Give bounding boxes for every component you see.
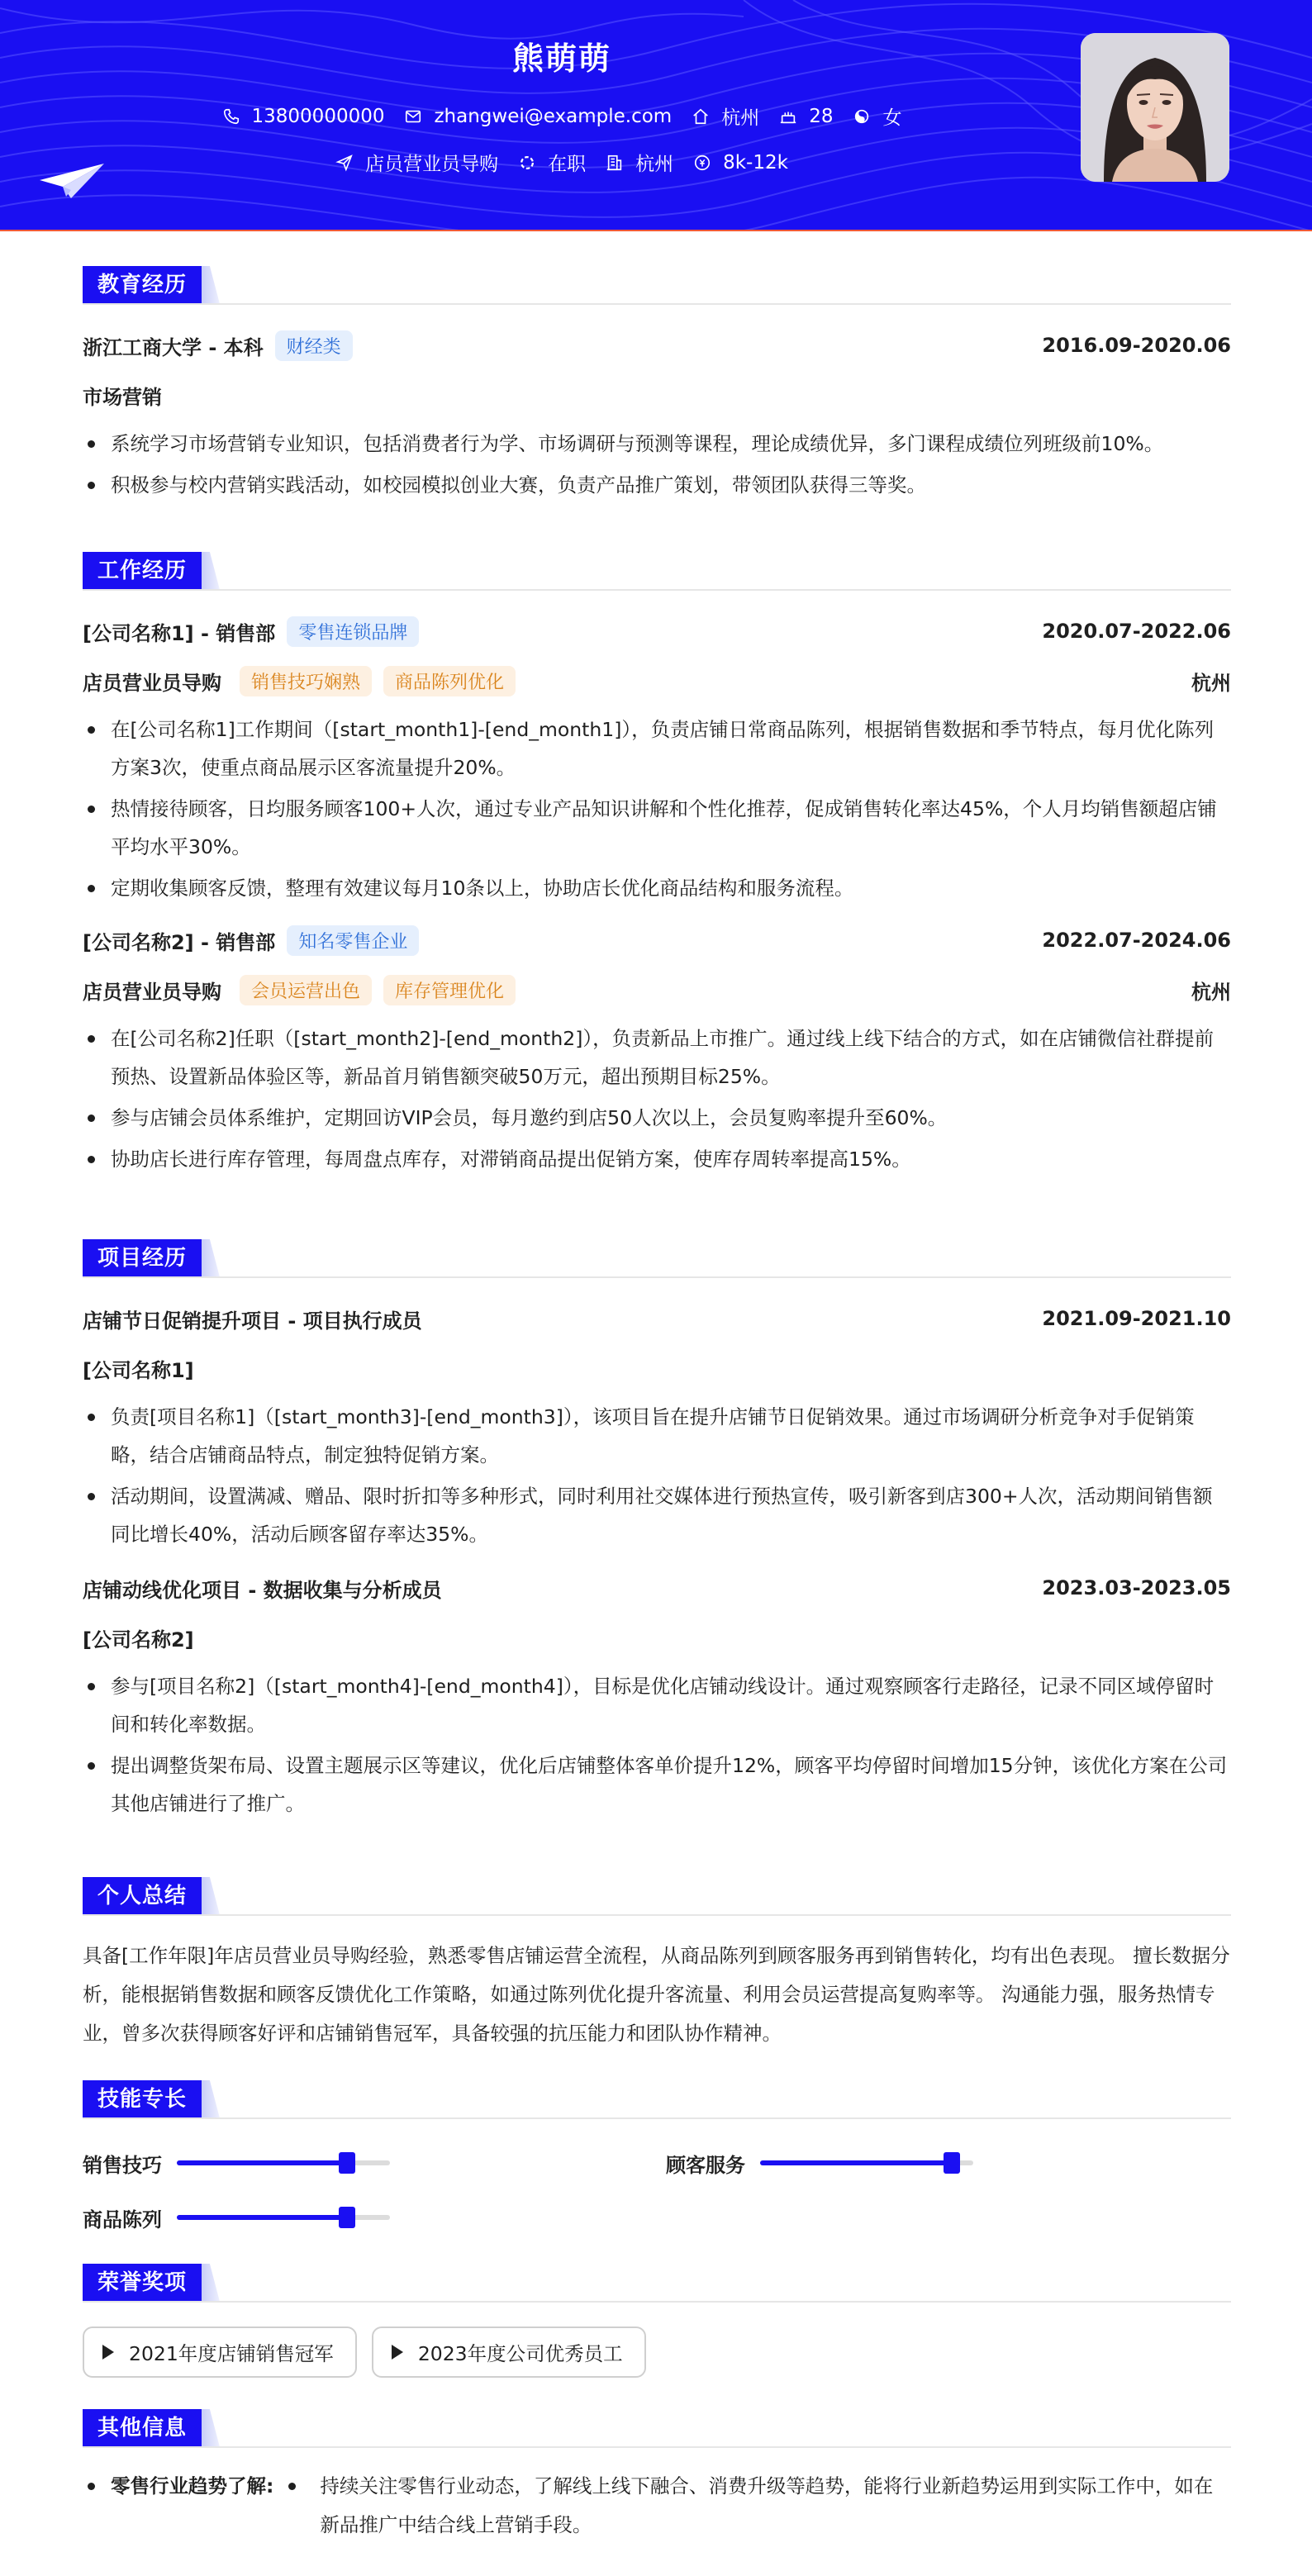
send-icon xyxy=(335,154,354,172)
skill-item xyxy=(83,2201,390,2234)
salary-value: 8k-12k xyxy=(723,151,788,173)
email-item xyxy=(404,106,672,127)
awards-title xyxy=(83,2264,1231,2302)
project-name: 店铺节日促销提升项目 - 项目执行成员 xyxy=(83,1309,422,1333)
avatar xyxy=(1081,33,1229,182)
skills-title xyxy=(83,2080,1231,2118)
status-icon xyxy=(518,154,536,172)
job-2-role xyxy=(83,965,1231,1015)
project-name: 店铺动线优化项目 - 数据收集与分析成员 xyxy=(83,1578,442,1602)
job-intent-row xyxy=(0,149,1124,176)
projects-title xyxy=(83,1239,1231,1277)
resume-header xyxy=(0,0,1312,231)
list-item: 负责[项目名称1]（[start_month3]-[end_month3]），该项目旨在提升店铺节日促销效果。通过市场调研分析竞争对手促销策略，结合店铺商品特点，制定独特促销方案。 xyxy=(83,1398,1231,1474)
summary-section xyxy=(83,1877,1231,2053)
status-item xyxy=(518,149,586,176)
candidate-name: 熊萌萌 xyxy=(511,40,611,77)
job-city: 杭州 xyxy=(1191,671,1231,695)
home-icon xyxy=(692,107,710,126)
divider xyxy=(83,1914,1231,1916)
work-title-label: 工作经历 xyxy=(83,552,202,590)
skill-tag: 销售技巧娴熟 xyxy=(240,666,372,696)
projects-title-label: 项目经历 xyxy=(83,1239,202,1277)
awards-section xyxy=(83,2264,1231,2378)
list-item: 系统学习市场营销专业知识，包括消费者行为学、市场调研与预测等课程，理论成绩优异，多门课程成绩位列班级前10%。 xyxy=(83,425,1231,463)
job-company: [公司名称2] - 销售部 xyxy=(83,930,276,954)
job-2-header xyxy=(83,915,1231,965)
other-label: 零售行业趋势了解: xyxy=(83,2467,273,2545)
education-date: 2016.09-2020.06 xyxy=(1042,334,1231,357)
skill-label: 顾客服务 xyxy=(666,2153,745,2177)
school-name: 浙江工商大学 - 本科 xyxy=(83,335,264,359)
education-bullets xyxy=(83,425,1231,504)
education-title-label: 教育经历 xyxy=(83,266,202,304)
education-title xyxy=(83,266,1231,304)
job-item xyxy=(335,149,498,176)
list-item: 积极参与校内营销实践活动，如校园模拟创业大赛，负责产品推广策划，带领团队获得三等奖。 xyxy=(83,466,1231,504)
major-name: 市场营销 xyxy=(83,385,162,409)
job-1-header xyxy=(83,606,1231,656)
skills-section xyxy=(83,2080,1231,2234)
skill-track xyxy=(177,2215,390,2220)
skill-track xyxy=(760,2160,973,2165)
skills-title-label: 技能专长 xyxy=(83,2080,202,2118)
work-title xyxy=(83,552,1231,590)
skill-label: 商品陈列 xyxy=(83,2208,162,2231)
paper-plane-icon xyxy=(38,162,106,200)
mail-icon xyxy=(404,107,422,126)
skill-knob xyxy=(944,2152,960,2174)
project-2-header xyxy=(83,1563,1231,1613)
job-1-role xyxy=(83,656,1231,706)
list-item: 协助店长进行库存管理，每周盘点库存，对滞销商品提出促销方案，使库存周转率提高15%。 xyxy=(83,1140,1231,1178)
status-value: 在职 xyxy=(548,154,587,175)
divider xyxy=(83,303,1231,305)
building-icon xyxy=(606,154,624,172)
awards-title-label: 荣誉奖项 xyxy=(83,2264,202,2302)
project-company: [公司名称2] xyxy=(83,1628,194,1652)
award-item xyxy=(83,2326,357,2378)
list-item: 参与店铺会员体系维护，定期回访VIP会员，每月邀约到店50人次以上，会员复购率提升至60%。 xyxy=(83,1099,1231,1137)
company-tag: 知名零售企业 xyxy=(287,925,419,956)
project-company: [公司名称1] xyxy=(83,1358,194,1382)
work-section xyxy=(83,552,1231,1178)
gender-item xyxy=(853,102,901,130)
summary-title-label: 个人总结 xyxy=(83,1877,202,1915)
age-value: 28 xyxy=(809,105,834,127)
list-item: 在[公司名称1]工作期间（[start_month1]-[end_month1]），负责店铺日常商品陈列，根据销售数据和季节特点，每月优化陈列方案3次，使重点商品展示区客流量提升20%。 xyxy=(83,711,1231,787)
job-role: 店员营业员导购 xyxy=(83,671,221,695)
skill-tag: 会员运营出色 xyxy=(240,975,372,1005)
award-item xyxy=(372,2326,646,2378)
major-row xyxy=(83,370,1231,420)
job-city: 杭州 xyxy=(1191,980,1231,1004)
other-section xyxy=(83,2409,1231,2545)
salary-item xyxy=(693,152,788,173)
project-1-bullets xyxy=(83,1398,1231,1553)
skill-tag: 库存管理优化 xyxy=(383,975,516,1005)
phone-icon xyxy=(222,107,240,126)
skill-track xyxy=(177,2160,390,2165)
job-1-bullets xyxy=(83,711,1231,907)
other-text: 持续关注零售行业动态，了解线上线下融合、消费升级等趋势，能将行业新趋势运用到实际工作中，如在新品推广中结合线上营销手段。 xyxy=(283,2467,1231,2545)
projects-section xyxy=(83,1239,1231,1823)
other-title xyxy=(83,2409,1231,2447)
other-title-label: 其他信息 xyxy=(83,2409,202,2447)
education-row xyxy=(83,321,1231,370)
list-item: 活动期间，设置满减、赠品、限时折扣等多种形式，同时利用社交媒体进行预热宣传，吸引新客到店300+人次，活动期间销售额同比增长40%，活动后顾客留存率达35%。 xyxy=(83,1477,1231,1553)
other-item xyxy=(83,2467,1231,2545)
project-date: 2023.03-2023.05 xyxy=(1042,1576,1231,1599)
project-2-company xyxy=(83,1613,1231,1662)
award-label: 2021年度店铺销售冠军 xyxy=(129,2342,334,2365)
skill-knob xyxy=(339,2207,355,2228)
coin-icon xyxy=(693,154,711,172)
job-company: [公司名称1] - 销售部 xyxy=(83,621,276,645)
summary-title xyxy=(83,1877,1231,1915)
job-date: 2022.07-2024.06 xyxy=(1042,929,1231,952)
skill-fill xyxy=(760,2160,952,2165)
job-date: 2020.07-2022.06 xyxy=(1042,620,1231,643)
phone-value: 13800000000 xyxy=(251,105,385,127)
cake-icon xyxy=(779,107,797,126)
project-2-bullets xyxy=(83,1667,1231,1823)
work-city-item xyxy=(606,149,673,176)
gender-icon xyxy=(853,107,871,126)
list-item: 提出调整货架布局、设置主题展示区等建议，优化后店铺整体客单价提升12%，顾客平均停留时间增加15分钟，该优化方案在公司其他店铺进行了推广。 xyxy=(83,1747,1231,1823)
awards-list xyxy=(83,2326,1231,2378)
skill-tag: 商品陈列优化 xyxy=(383,666,516,696)
header-accent-stripe xyxy=(0,230,1312,231)
school-tag: 财经类 xyxy=(275,330,353,361)
job-value: 店员营业员导购 xyxy=(365,154,499,175)
divider xyxy=(83,2446,1231,2448)
contact-row xyxy=(0,102,1124,130)
skill-item xyxy=(666,2146,973,2179)
home-city-item xyxy=(692,102,759,130)
age-item xyxy=(779,106,833,127)
job-2-bullets xyxy=(83,1019,1231,1178)
skill-item xyxy=(83,2146,390,2179)
skill-bars xyxy=(83,2118,1231,2234)
project-1-company xyxy=(83,1343,1231,1393)
skill-fill xyxy=(177,2160,347,2165)
play-icon xyxy=(102,2345,114,2360)
list-item: 在[公司名称2]任职（[start_month2]-[end_month2]），负责新品上市推广。通过线上线下结合的方式，如在店铺微信社群提前预热、设置新品体验区等，新品首月销售额突破50万元，超出预期目标25%。 xyxy=(83,1019,1231,1096)
summary-text: 具备[工作年限]年店员营业员导购经验，熟悉零售店铺运营全流程，从商品陈列到顾客服务再到销售转化，均有出色表现。 擅长数据分析，能根据销售数据和顾客反馈优化工作策略，如通过陈列优化提升客流量、利用会员运营提高复购率等。 沟通能力强，服务热情专业，曾多次获得顾客好评和店铺销售冠军，具备较强的抗压能力和团队协作精神。 xyxy=(83,1944,1230,2045)
gender-value: 女 xyxy=(882,107,902,129)
skill-fill xyxy=(177,2215,347,2220)
list-item: 热情接待顾客，日均服务顾客100+人次，通过专业产品知识讲解和个性化推荐，促成销售转化率达45%，个人月均销售额超店铺平均水平30%。 xyxy=(83,790,1231,866)
company-tag: 零售连锁品牌 xyxy=(287,616,419,647)
skill-label: 销售技巧 xyxy=(83,2153,162,2177)
email-value: zhangwei@example.com xyxy=(434,105,673,127)
play-icon xyxy=(392,2345,403,2360)
divider xyxy=(83,589,1231,591)
home-city-value: 杭州 xyxy=(721,107,760,129)
project-1-header xyxy=(83,1294,1231,1343)
skill-knob xyxy=(339,2152,355,2174)
project-date: 2021.09-2021.10 xyxy=(1042,1307,1231,1330)
education-section xyxy=(83,266,1231,504)
phone-item xyxy=(222,106,385,127)
divider xyxy=(83,1276,1231,1278)
work-city-value: 杭州 xyxy=(635,154,674,175)
award-label: 2023年度公司优秀员工 xyxy=(417,2342,623,2365)
list-item: 参与[项目名称2]（[start_month4]-[end_month4]），目标是优化店铺动线设计。通过观察顾客行走路径，记录不同区域停留时间和转化率数据。 xyxy=(83,1667,1231,1743)
divider xyxy=(83,2301,1231,2303)
list-item: 定期收集顾客反馈，整理有效建议每月10条以上，协助店长优化商品结构和服务流程。 xyxy=(83,869,1231,907)
job-role: 店员营业员导购 xyxy=(83,980,221,1004)
